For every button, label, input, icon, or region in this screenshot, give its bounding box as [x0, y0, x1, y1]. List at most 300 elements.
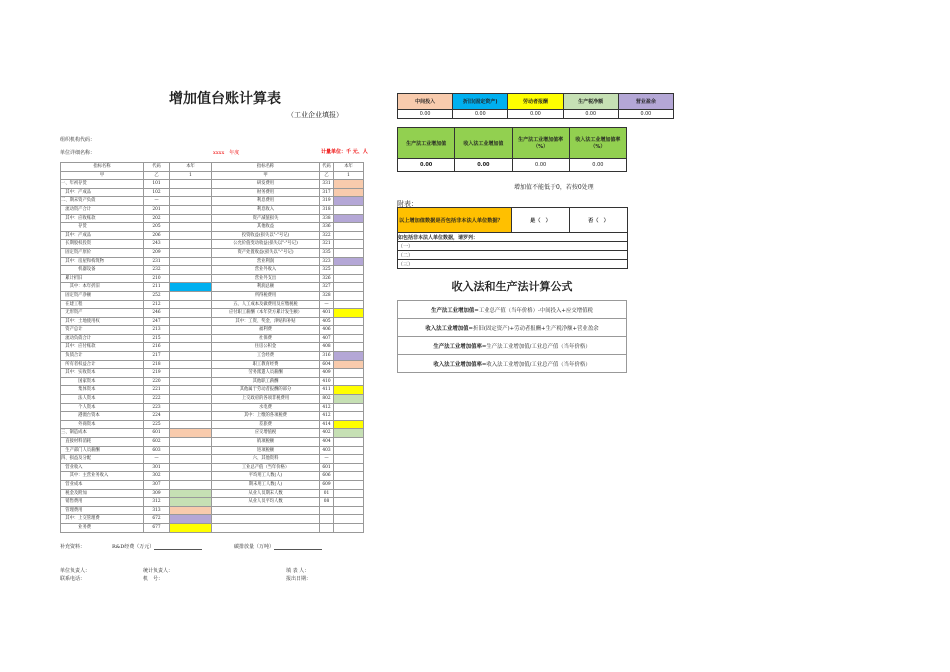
left-indicator-name: 销售费用 — [61, 498, 144, 507]
right-value-cell[interactable] — [334, 283, 364, 292]
header-production-rate: 生产法工业增加值率（%） — [512, 128, 569, 159]
right-indicator-name: 职工教育经费 — [212, 360, 320, 369]
left-indicator-name: 业务费 — [61, 523, 144, 532]
left-value-cell[interactable] — [170, 248, 212, 257]
unit-label: 计量单位：千 元、人 — [321, 149, 368, 155]
right-code: 318 — [320, 205, 334, 214]
right-indicator-name: 其中：工资、奖金、津贴和补贴 — [212, 317, 320, 326]
right-indicator-name: 平均用工人数(人) — [212, 472, 320, 481]
right-indicator-name: 投资收益(损失以"-"号记) — [212, 231, 320, 240]
table-row — [61, 429, 364, 438]
left-code: 101 — [144, 180, 170, 189]
right-indicator-name — [212, 506, 320, 515]
left-code: — — [144, 455, 170, 464]
table-header-row — [61, 163, 364, 172]
table-row — [61, 523, 364, 532]
left-value-cell[interactable] — [170, 506, 212, 515]
left-code: 232 — [144, 266, 170, 275]
left-value-cell[interactable] — [170, 438, 212, 447]
left-code: 231 — [144, 257, 170, 266]
right-indicator-name — [212, 515, 320, 524]
left-value-cell[interactable] — [170, 291, 212, 300]
left-value-cell[interactable] — [170, 334, 212, 343]
formula-row — [398, 301, 627, 319]
page-title: 增加值台账计算表 — [169, 91, 281, 107]
right-indicator-name: 劳务派遣人员薪酬 — [212, 369, 320, 378]
left-code: 210 — [144, 274, 170, 283]
left-indicator-name: 二、期末资产负债 — [61, 197, 144, 206]
left-value-cell[interactable] — [170, 266, 212, 275]
right-value-cell[interactable] — [334, 240, 364, 249]
table-row — [61, 257, 364, 266]
formula-row — [398, 319, 627, 337]
left-indicator-name: 累计折旧 — [61, 274, 144, 283]
left-value-cell[interactable] — [170, 472, 212, 481]
left-indicator-name: 其中：应付账款 — [61, 343, 144, 352]
right-indicator-name: 差旅费 — [212, 420, 320, 429]
left-value-cell[interactable] — [170, 455, 212, 464]
left-code: 206 — [144, 231, 170, 240]
right-code — [320, 506, 334, 515]
right-indicator-name: 期末用工人数(人) — [212, 480, 320, 489]
left-value-cell[interactable] — [170, 309, 212, 318]
left-value-cell[interactable] — [170, 257, 212, 266]
supplement-carbon: 碳排放量（万吨） — [234, 544, 275, 550]
left-value-cell[interactable] — [170, 317, 212, 326]
footer-ext: 机 号： — [143, 576, 164, 582]
table-row — [61, 463, 364, 472]
left-indicator-name: 长期股权投资 — [61, 240, 144, 249]
right-value-cell[interactable] — [334, 386, 364, 395]
right-value-cell[interactable] — [334, 231, 364, 240]
left-value-cell[interactable] — [170, 395, 212, 404]
right-value-cell[interactable] — [334, 523, 364, 532]
right-indicator-name: 营业外收入 — [212, 266, 320, 275]
left-value-cell[interactable] — [170, 386, 212, 395]
right-value-cell[interactable] — [334, 317, 364, 326]
right-value-cell[interactable] — [334, 291, 364, 300]
header-labor-compensation: 劳动者报酬 — [508, 94, 563, 110]
value-labor-compensation: 0.00 — [508, 110, 563, 119]
right-code: 604 — [320, 360, 334, 369]
left-indicator-name: 无形资产 — [61, 309, 144, 318]
right-code: 321 — [320, 240, 334, 249]
column-header: 代码 — [320, 163, 334, 172]
right-value-cell[interactable] — [334, 274, 364, 283]
left-indicator-name: 其中：实收资本 — [61, 369, 144, 378]
table-row — [61, 188, 364, 197]
left-indicator-name: 法人资本 — [61, 395, 144, 404]
right-value-cell[interactable] — [334, 343, 364, 352]
footer-phone: 联系电话： — [60, 576, 86, 582]
left-indicator-name: 外商资本 — [61, 420, 144, 429]
left-code: 220 — [144, 377, 170, 386]
left-indicator-name: 其中：应收账款 — [61, 214, 144, 223]
right-code — [320, 523, 334, 532]
right-code — [320, 515, 334, 524]
column-subheader: 乙 — [320, 171, 334, 180]
formula-row — [398, 337, 627, 355]
left-code: 603 — [144, 446, 170, 455]
value-income-method: 0.00 — [455, 159, 512, 172]
right-code: 335 — [320, 248, 334, 257]
right-indicator-name: 其中：上缴的各项税费 — [212, 412, 320, 421]
right-indicator-name: 住房公积金 — [212, 343, 320, 352]
left-value-cell[interactable] — [170, 352, 212, 361]
right-value-cell[interactable] — [334, 377, 364, 386]
formula-table — [397, 300, 627, 373]
right-code: 403 — [320, 446, 334, 455]
right-value-cell[interactable] — [334, 429, 364, 438]
table-row — [61, 489, 364, 498]
left-indicator-name: 集体资本 — [61, 386, 144, 395]
left-indicator-name: 直接材料消耗 — [61, 438, 144, 447]
header-intermediate-input: 中间投入 — [398, 94, 453, 110]
table-row — [61, 369, 364, 378]
right-indicator-name: 工会经费 — [212, 352, 320, 361]
right-value-cell[interactable] — [334, 420, 364, 429]
right-code: 402 — [320, 429, 334, 438]
list-item[interactable]: （二） — [398, 251, 628, 260]
table-row — [61, 300, 364, 309]
formula-term: 生产法工业增加值率 — [433, 343, 482, 350]
left-code: 217 — [144, 352, 170, 361]
column-subheader: 甲 — [61, 171, 144, 180]
table-row — [61, 446, 364, 455]
header-depreciation: 折旧(固定资产) — [453, 94, 508, 110]
table-row — [61, 240, 364, 249]
table-row — [61, 317, 364, 326]
right-code: 609 — [320, 480, 334, 489]
right-indicator-name: 营业外支出 — [212, 274, 320, 283]
right-value-cell[interactable] — [334, 395, 364, 404]
left-code: 224 — [144, 412, 170, 421]
right-value-cell[interactable] — [334, 403, 364, 412]
column-header: 本年 — [334, 163, 364, 172]
formula-expression: =收入法工业增加值/工业总产值（当年价格） — [481, 361, 591, 368]
table-row — [61, 205, 364, 214]
left-value-cell[interactable] — [170, 240, 212, 249]
left-indicator-name: 生产部门人员薪酬 — [61, 446, 144, 455]
column-header: 指标名称 — [61, 163, 144, 172]
left-code: 211 — [144, 283, 170, 292]
table-row — [61, 403, 364, 412]
right-code: 408 — [320, 343, 334, 352]
right-indicator-name: 其他属于劳动者报酬的部分 — [212, 386, 320, 395]
formula-term: 收入法工业增加值率 — [433, 361, 482, 368]
rd-input-line[interactable] — [154, 549, 202, 550]
unit-name-label: 单位详细名称： — [60, 150, 96, 156]
left-value-cell[interactable] — [170, 420, 212, 429]
right-value-cell[interactable] — [334, 309, 364, 318]
right-indicator-name: 资产减值损失 — [212, 214, 320, 223]
left-value-cell[interactable] — [170, 197, 212, 206]
right-value-cell[interactable] — [334, 214, 364, 223]
right-value-cell[interactable] — [334, 412, 364, 421]
supplement-label: 补充资料： — [60, 544, 86, 550]
right-value-cell[interactable] — [334, 352, 364, 361]
left-value-cell[interactable] — [170, 343, 212, 352]
column-header: 指标名称 — [212, 163, 320, 172]
left-value-cell[interactable] — [170, 412, 212, 421]
right-indicator-name: 所得税费用 — [212, 291, 320, 300]
left-indicator-name: 其中：上交管理费 — [61, 515, 144, 524]
right-code: 401 — [320, 309, 334, 318]
right-code: 601 — [320, 463, 334, 472]
right-value-cell[interactable] — [334, 300, 364, 309]
table-row — [61, 223, 364, 232]
left-code: — — [144, 197, 170, 206]
right-code: 316 — [320, 352, 334, 361]
table-row — [61, 334, 364, 343]
right-value-cell[interactable] — [334, 489, 364, 498]
method-table — [397, 127, 627, 172]
right-value-cell[interactable] — [334, 266, 364, 275]
right-value-cell[interactable] — [334, 257, 364, 266]
left-code: 302 — [144, 472, 170, 481]
header-production-method: 生产法工业增加值 — [398, 128, 455, 159]
left-value-cell[interactable] — [170, 180, 212, 189]
right-value-cell[interactable] — [334, 463, 364, 472]
column-subheader: 1 — [334, 171, 364, 180]
formula-expression: =生产法工业增加值/工业总产值（当年价格） — [481, 343, 591, 350]
formula-expression: =折旧(固定资产)+劳动者报酬+生产税净额+营业盈余 — [468, 325, 599, 332]
right-indicator-name: 福利费 — [212, 326, 320, 335]
left-indicator-name: 其中：产成品 — [61, 188, 144, 197]
right-code: 336 — [320, 223, 334, 232]
left-code: 216 — [144, 343, 170, 352]
left-value-cell[interactable] — [170, 223, 212, 232]
left-value-cell[interactable] — [170, 188, 212, 197]
table-row — [61, 343, 364, 352]
left-value-cell[interactable] — [170, 326, 212, 335]
table-row — [61, 197, 364, 206]
answer-no[interactable]: 否（ ） — [570, 208, 628, 233]
right-value-cell[interactable] — [334, 205, 364, 214]
right-value-cell[interactable] — [334, 472, 364, 481]
header-operating-surplus: 营业盈余 — [618, 94, 673, 110]
right-value-cell[interactable] — [334, 248, 364, 257]
value-net-production-tax: 0.00 — [563, 110, 618, 119]
left-value-cell[interactable] — [170, 446, 212, 455]
right-code: 404 — [320, 438, 334, 447]
table-row — [61, 420, 364, 429]
left-value-cell[interactable] — [170, 429, 212, 438]
left-value-cell[interactable] — [170, 283, 212, 292]
column-subheader: 乙 — [144, 171, 170, 180]
value-production-method: 0.00 — [398, 159, 455, 172]
right-value-cell[interactable] — [334, 188, 364, 197]
formula-term: 收入法工业增加值 — [425, 325, 469, 332]
left-indicator-name: 其中：房屋和构筑物 — [61, 257, 144, 266]
footer-stat-head: 统计负责人： — [143, 568, 174, 574]
left-indicator-name: 资产总计 — [61, 326, 144, 335]
header-income-method: 收入法工业增加值 — [455, 128, 512, 159]
value-income-rate: 0.00 — [569, 159, 626, 172]
left-code: 307 — [144, 480, 170, 489]
right-value-cell[interactable] — [334, 446, 364, 455]
right-indicator-name: 公允价值变动收益(损失以"-"号记) — [212, 240, 320, 249]
left-code: 223 — [144, 403, 170, 412]
table-row — [61, 515, 364, 524]
org-code-label: 组织机构代码： — [60, 137, 96, 143]
left-indicator-name: 其中：本年折旧 — [61, 283, 144, 292]
right-code: — — [320, 455, 334, 464]
left-value-cell[interactable] — [170, 463, 212, 472]
left-code: 246 — [144, 309, 170, 318]
left-code: 672 — [144, 515, 170, 524]
right-indicator-name: 其他收益 — [212, 223, 320, 232]
table-row — [61, 352, 364, 361]
right-code: 407 — [320, 334, 334, 343]
right-value-cell[interactable] — [334, 197, 364, 206]
right-value-cell[interactable] — [334, 515, 364, 524]
right-code: 331 — [320, 180, 334, 189]
left-code: 209 — [144, 248, 170, 257]
answer-yes[interactable]: 是（ ） — [512, 208, 570, 233]
list-item[interactable]: （三） — [398, 260, 628, 269]
right-indicator-name: 从业人员平均人数 — [212, 498, 320, 507]
zero-note: 增加值不能低于0，若按0处理 — [514, 184, 594, 191]
left-code: 247 — [144, 317, 170, 326]
left-code: 215 — [144, 334, 170, 343]
header-income-rate: 收入法工业增加值率（%） — [569, 128, 626, 159]
left-value-cell[interactable] — [170, 360, 212, 369]
right-indicator-name — [212, 523, 320, 532]
left-code: 205 — [144, 223, 170, 232]
right-code: 606 — [320, 472, 334, 481]
left-code: 602 — [144, 438, 170, 447]
left-value-cell[interactable] — [170, 369, 212, 378]
right-value-cell[interactable] — [334, 506, 364, 515]
right-indicator-name: 利息费用 — [212, 197, 320, 206]
table-row — [61, 455, 364, 464]
right-code: 802 — [320, 395, 334, 404]
right-indicator-name: 应付职工薪酬（本年贷方累计发生额） — [212, 309, 320, 318]
left-value-cell[interactable] — [170, 489, 212, 498]
right-value-cell[interactable] — [334, 438, 364, 447]
right-indicator-name: 社保费 — [212, 334, 320, 343]
list-item[interactable]: （一） — [398, 242, 628, 251]
formula-row — [398, 355, 627, 373]
left-indicator-name: 流动负债合计 — [61, 334, 144, 343]
right-code: 412 — [320, 412, 334, 421]
table-row — [61, 274, 364, 283]
table-row — [61, 248, 364, 257]
right-code: 409 — [320, 369, 334, 378]
left-indicator-name: 机器设备 — [61, 266, 144, 275]
left-value-cell[interactable] — [170, 214, 212, 223]
left-value-cell[interactable] — [170, 403, 212, 412]
left-code: 313 — [144, 506, 170, 515]
right-value-cell[interactable] — [334, 223, 364, 232]
table-row — [61, 386, 364, 395]
left-value-cell[interactable] — [170, 480, 212, 489]
left-indicator-name: 固定资产原价 — [61, 248, 144, 257]
right-code: 326 — [320, 274, 334, 283]
right-code: 414 — [320, 420, 334, 429]
right-code: 328 — [320, 291, 334, 300]
footer-filler: 填 表 人： — [286, 568, 310, 574]
left-indicator-name: 四、损益及分配 — [61, 455, 144, 464]
table-row — [61, 180, 364, 189]
column-header: 本年 — [170, 163, 212, 172]
left-indicator-name: 三、制造成本 — [61, 429, 144, 438]
right-code: 323 — [320, 257, 334, 266]
left-indicator-name: 其中：产成品 — [61, 231, 144, 240]
left-code: 601 — [144, 429, 170, 438]
right-value-cell[interactable] — [334, 498, 364, 507]
right-value-cell[interactable] — [334, 334, 364, 343]
table-row — [61, 395, 364, 404]
left-code: 221 — [144, 386, 170, 395]
left-value-cell[interactable] — [170, 377, 212, 386]
left-code: 202 — [144, 214, 170, 223]
value-intermediate-input: 0.00 — [398, 110, 453, 119]
table-row — [61, 266, 364, 275]
right-value-cell[interactable] — [334, 326, 364, 335]
left-value-cell[interactable] — [170, 515, 212, 524]
carbon-input-line[interactable] — [274, 549, 322, 550]
right-value-cell[interactable] — [334, 480, 364, 489]
right-code: 410 — [320, 377, 334, 386]
right-value-cell[interactable] — [334, 369, 364, 378]
right-code: 412 — [320, 403, 334, 412]
table-subheader-row — [61, 171, 364, 180]
left-indicator-name: 固定资产净额 — [61, 291, 144, 300]
page-subtitle: （工业企业填报） — [287, 111, 343, 119]
table-row — [61, 480, 364, 489]
table-row — [61, 472, 364, 481]
right-indicator-name: 应交增值税 — [212, 429, 320, 438]
left-value-cell[interactable] — [170, 523, 212, 532]
value-depreciation: 0.00 — [453, 110, 508, 119]
left-code: 102 — [144, 188, 170, 197]
right-code: 319 — [320, 197, 334, 206]
right-code: 327 — [320, 283, 334, 292]
table-row — [61, 309, 364, 318]
left-indicator-name: 在建工程 — [61, 300, 144, 309]
right-code: 405 — [320, 317, 334, 326]
right-indicator-name: 利润总额 — [212, 283, 320, 292]
table-row — [61, 360, 364, 369]
right-value-cell[interactable] — [334, 180, 364, 189]
question-text: 以上增加值数据是否包括非本法人单位数据？ — [398, 208, 512, 233]
right-indicator-name: 从业人员期末人数 — [212, 489, 320, 498]
right-code: 411 — [320, 386, 334, 395]
right-indicator-name: 财务费用 — [212, 188, 320, 197]
left-indicator-name: 存货 — [61, 223, 144, 232]
right-indicator-name: 水电费 — [212, 403, 320, 412]
left-value-cell[interactable] — [170, 274, 212, 283]
table-row — [61, 506, 364, 515]
left-value-cell[interactable] — [170, 498, 212, 507]
formula-term: 生产法工业增加值 — [431, 307, 475, 314]
column-subheader: 甲 — [212, 171, 320, 180]
right-code: 325 — [320, 266, 334, 275]
left-code: 218 — [144, 360, 170, 369]
left-code: 219 — [144, 369, 170, 378]
left-code: 252 — [144, 291, 170, 300]
right-value-cell[interactable] — [334, 455, 364, 464]
right-code: — — [320, 300, 334, 309]
left-value-cell[interactable] — [170, 231, 212, 240]
left-value-cell[interactable] — [170, 300, 212, 309]
right-value-cell[interactable] — [334, 360, 364, 369]
left-value-cell[interactable] — [170, 205, 212, 214]
left-code: 225 — [144, 420, 170, 429]
left-code: 213 — [144, 326, 170, 335]
